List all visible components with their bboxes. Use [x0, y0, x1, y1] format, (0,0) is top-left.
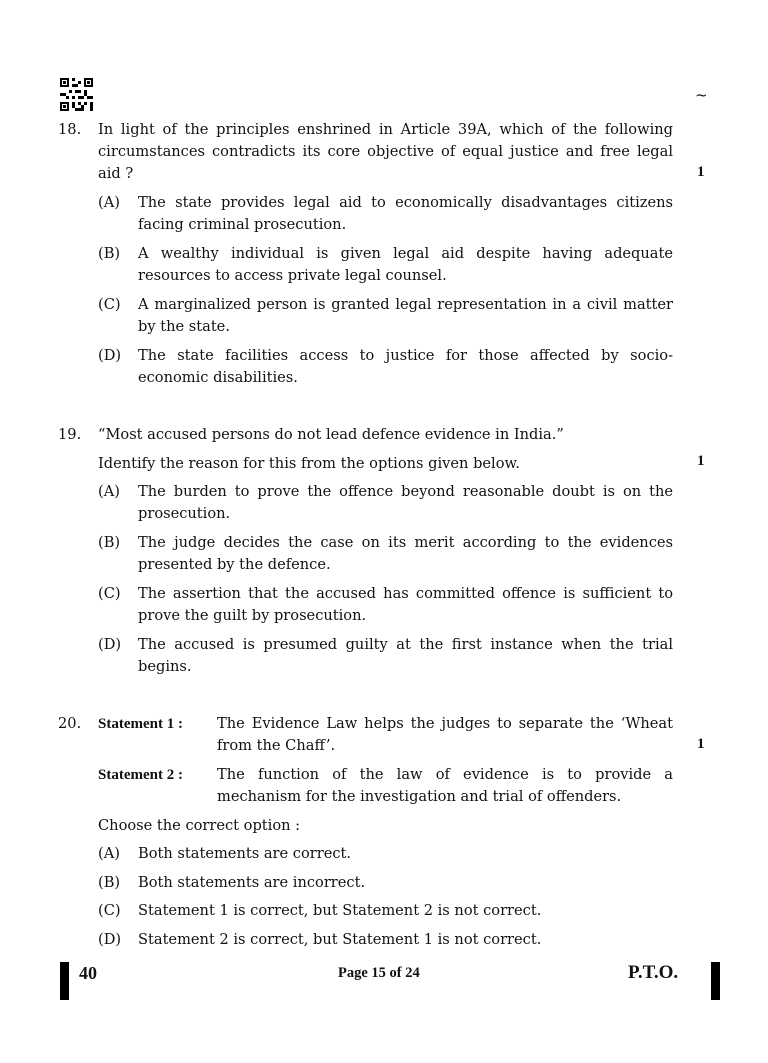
- option-text: The assertion that the accused has committed offence is sufficient to prove the guilt by prosecution.: [138, 585, 673, 624]
- option-label: (D): [98, 347, 122, 364]
- option-text: Statement 2 is correct, but Statement 1 is not correct.: [138, 931, 542, 948]
- qr-code-icon: [60, 78, 93, 111]
- option-label: (C): [98, 296, 121, 313]
- statement-1-text: The Evidence Law helps the judges to separate the ‘Wheat from the Chaff’.: [217, 715, 673, 754]
- question-prompt: Choose the correct option :: [98, 817, 301, 834]
- option-text: The judge decides the case on its merit according to the evidences presented by the defence.: [138, 534, 673, 573]
- option-text: The burden to prove the offence beyond reasonable doubt is on the prosecution.: [138, 483, 673, 522]
- option-label: (B): [98, 245, 121, 262]
- option-text: Both statements are correct.: [138, 845, 352, 862]
- header-mark: ~: [695, 86, 708, 104]
- question-text: In light of the principles enshrined in Article 39A, which of the following circumstances contradicts its core objective of equal justice and free legal aid ?: [98, 121, 673, 182]
- option-label: (A): [98, 194, 120, 211]
- question-number: 18.: [58, 121, 82, 138]
- footer-right-bar: [711, 962, 720, 1000]
- question-quote: “Most accused persons do not lead defence evidence in India.”: [98, 426, 564, 443]
- option-label: (B): [98, 874, 121, 891]
- option-label: (A): [98, 483, 120, 500]
- option-text: A wealthy individual is given legal aid despite having adequate resources to access private legal counsel.: [138, 245, 673, 284]
- question-marks: 1: [697, 453, 705, 469]
- option-label: (C): [98, 585, 121, 602]
- pto-label: P.T.O.: [628, 962, 679, 983]
- statement-2-text: The function of the law of evidence is to provide a mechanism for the investigation and trial of offenders.: [217, 766, 673, 805]
- option-label: (D): [98, 636, 122, 653]
- question-number: 20.: [58, 715, 82, 732]
- option-label: (A): [98, 845, 120, 862]
- option-text: The state provides legal aid to economically disadvantages citizens facing criminal prosecution.: [138, 194, 673, 233]
- option-text: A marginalized person is granted legal representation in a civil matter by the state.: [138, 296, 673, 335]
- option-label: (B): [98, 534, 121, 551]
- paper-code: 40: [79, 963, 97, 983]
- footer-left-bar: [60, 962, 69, 1000]
- statement-1-label: Statement 1 :: [98, 716, 183, 732]
- option-text: The accused is presumed guilty at the first instance when the trial begins.: [138, 636, 673, 675]
- option-text: Statement 1 is correct, but Statement 2 is not correct.: [138, 902, 542, 919]
- question-number: 19.: [58, 426, 82, 443]
- option-label: (C): [98, 902, 121, 919]
- option-text: Both statements are incorrect.: [138, 874, 366, 891]
- option-text: The state facilities access to justice for those affected by socio-economic disabilities.: [138, 347, 673, 386]
- page-number: Page 15 of 24: [338, 965, 420, 981]
- statement-2-label: Statement 2 :: [98, 767, 183, 783]
- question-text: Identify the reason for this from the options given below.: [98, 455, 520, 472]
- question-marks: 1: [697, 736, 705, 752]
- option-label: (D): [98, 931, 122, 948]
- question-marks: 1: [697, 164, 705, 180]
